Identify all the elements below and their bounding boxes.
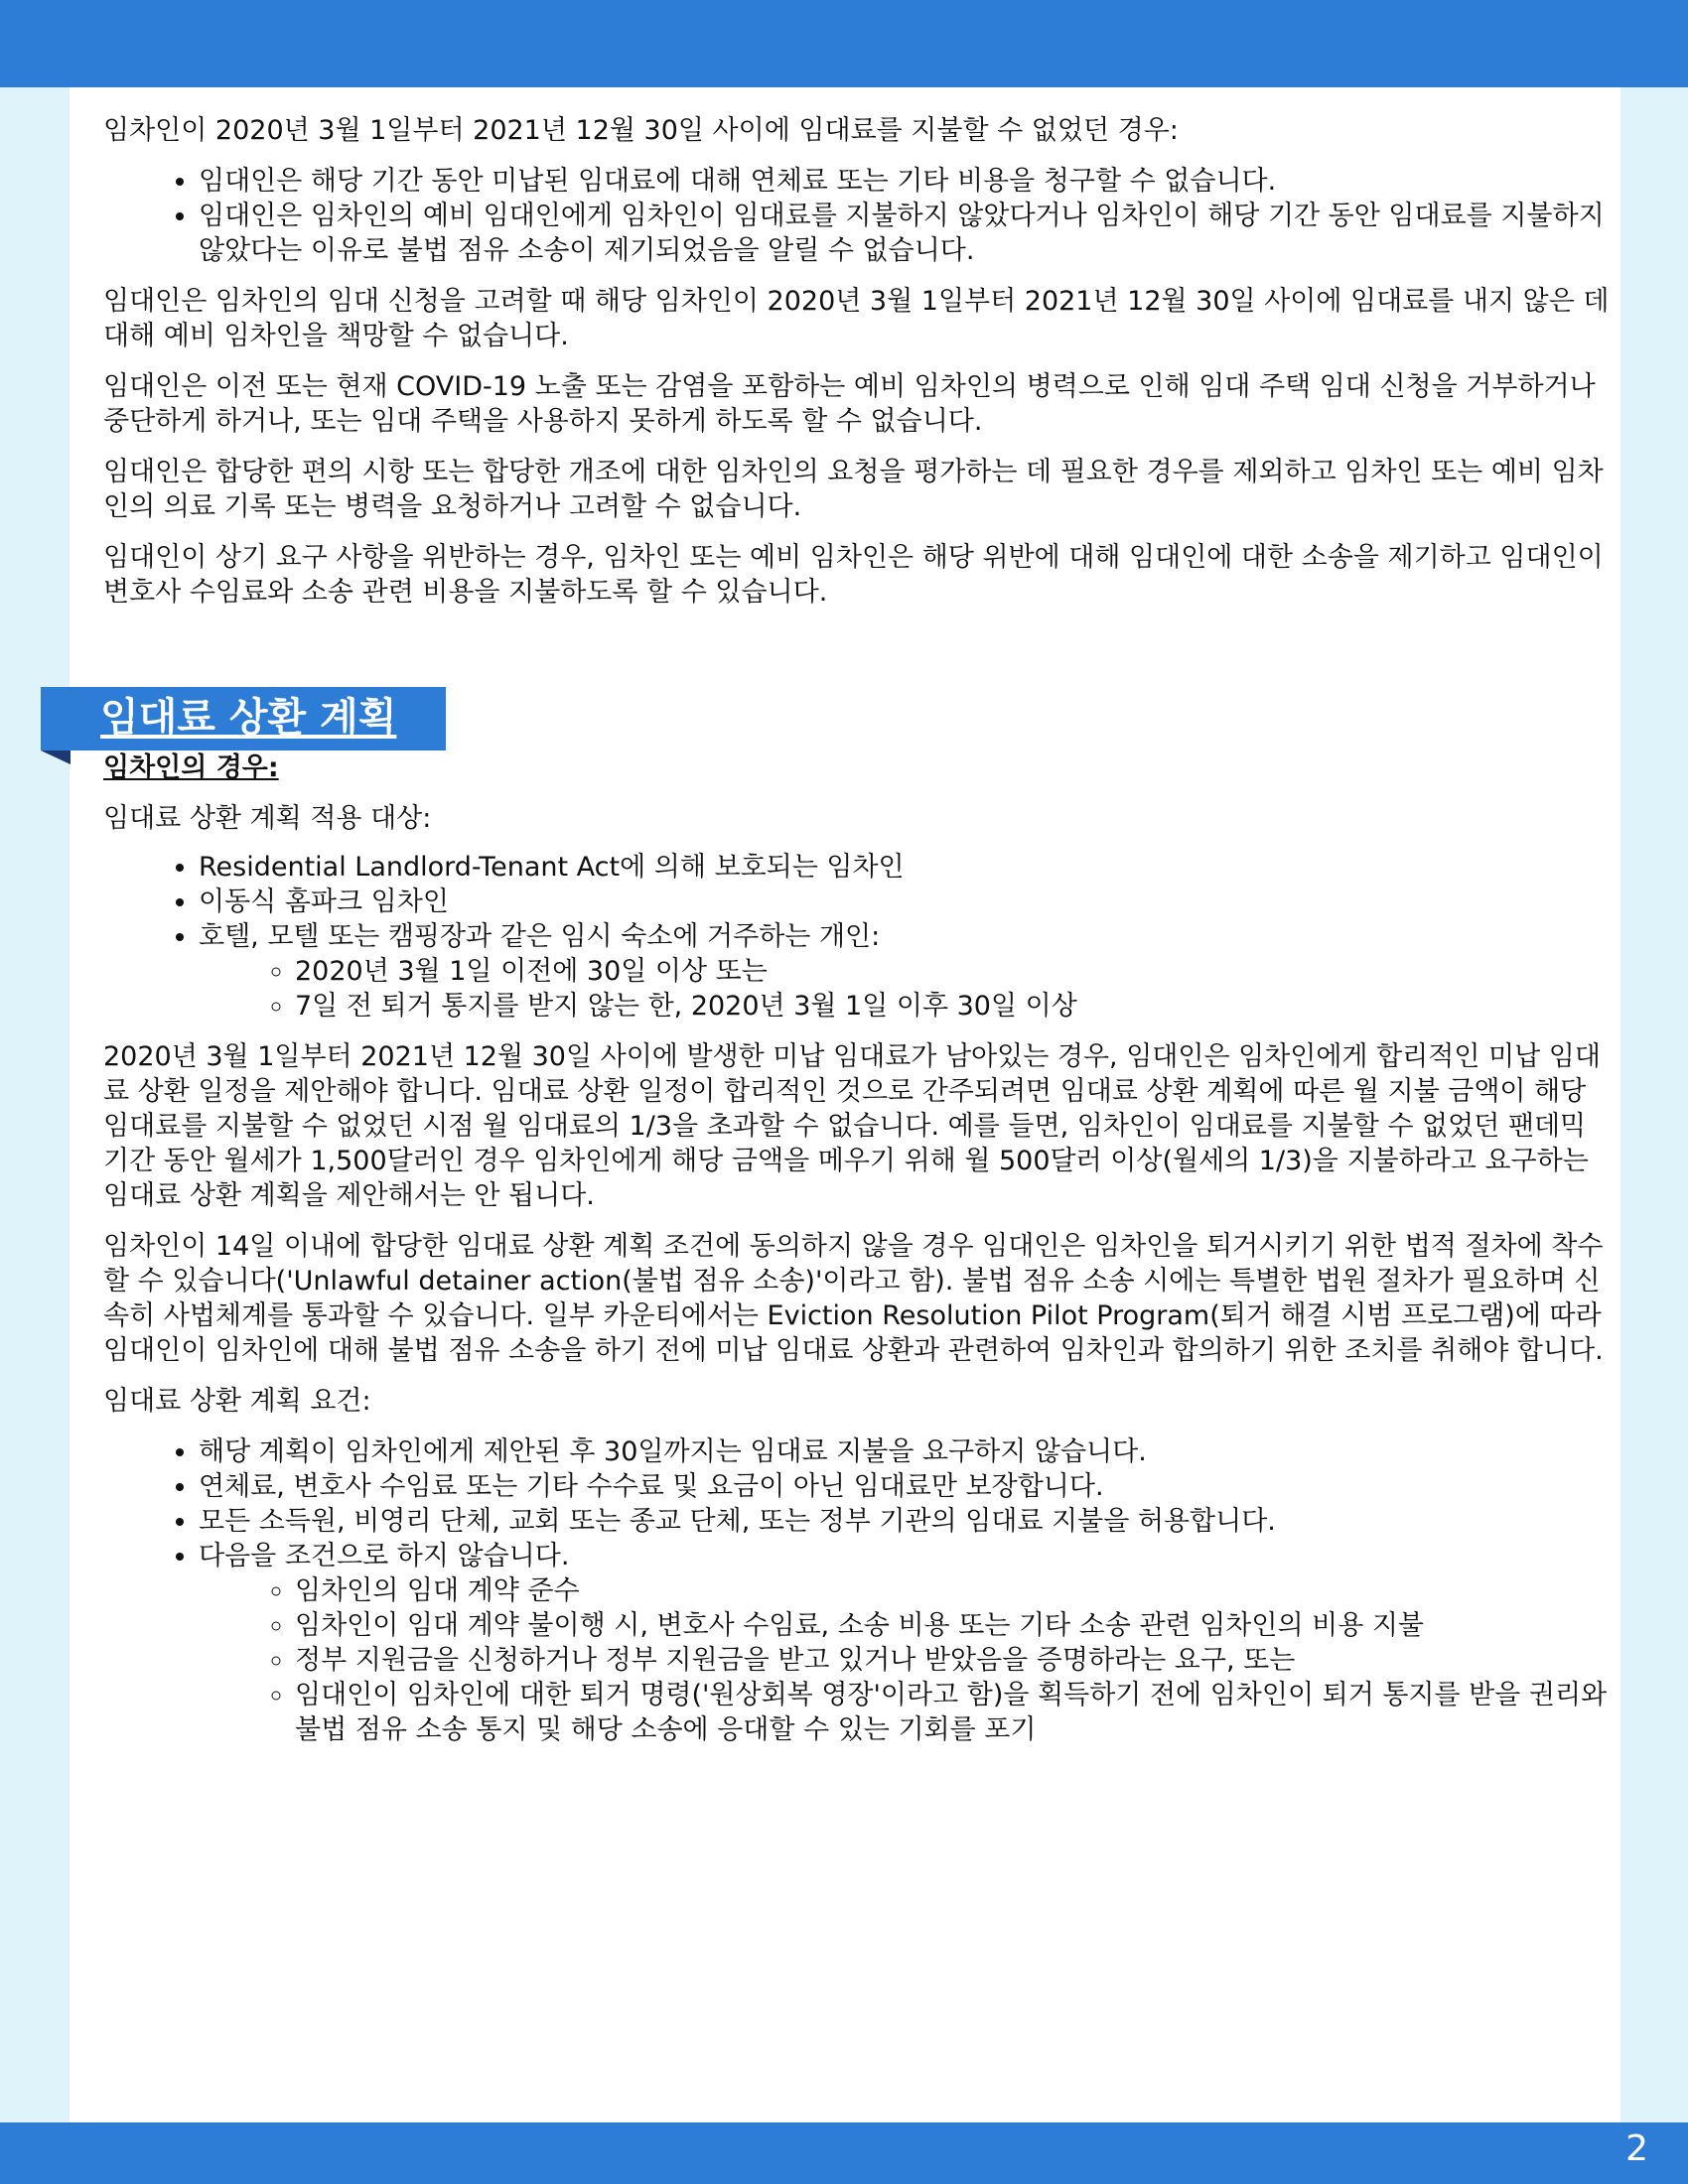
list-item: • Residential Landlord-Tenant Act에 의해 보호되는 임차인: [199, 850, 1613, 885]
section-title: 임대료 상환 계획: [100, 695, 397, 741]
eligibility-list: [103, 850, 1613, 1024]
list-item: • 임대인은 해당 기간 동안 미납된 임대료에 대해 연체료 또는 기타 비용을 청구할 수 없습니다.: [199, 164, 1613, 199]
footer-bar: [0, 2122, 1688, 2184]
sub-list-item: ◦ 임대인이 임차인에 대한 퇴거 명령('원상회복 영장'이라고 함)을 획득하기 전에 임차인이 퇴거 통지를 받을 권리와 불법 점유 소송 통지 및 해당 소송에 응대할 수 있는 기회를 포기: [295, 1678, 1613, 1747]
intro-bullet-list: [103, 164, 1613, 268]
left-margin-stripe: [0, 87, 70, 2122]
list-item-text: 호텔, 모텔 또는 캠핑장과 같은 임시 숙소에 거주하는 개인:: [199, 921, 881, 952]
page-number: 2: [1625, 2128, 1648, 2169]
list-item-text: 다음을 조건으로 하지 않습니다.: [199, 1541, 570, 1571]
repayment-plan-section: [100, 687, 1613, 1747]
paragraph: 2020년 3월 1일부터 2021년 12월 30일 사이에 발생한 미납 임대료가 남아있는 경우, 임대인은 임차인에게 합리적인 미납 임대료 상환 일정을 제안해야 합니다. 임대료 상환 일정이 합리적인 것으로 간주되려면 임대료 상환 계획에 따른 월 지불 금액이 해당 임대료를 지불할 수 없었던 시점 월 임대료의 1/3을 초과할 수 없습니다. 예를 들면, 임차인이 임대료를 지불할 수 없었던 팬데믹 기간 동안 월세가 1,500달러인 경우 임차인에게 해당 금액을 메우기 위해 월 500달러 이상(월세의 1/3)을 지불하라고 요구하는 임대료 상환 계획을 제안해서는 안 됩니다.: [103, 1041, 1601, 1211]
list-item: • 해당 계획이 임차인에게 제안된 후 30일까지는 임대료 지불을 요구하지 않습니다.: [199, 1434, 1613, 1469]
paragraph: 임대인은 임차인의 임대 신청을 고려할 때 해당 임차인이 2020년 3월 1일부터 2021년 12월 30일 사이에 임대료를 내지 않은 데 대해 예비 임차인을 책망할 수 없습니다.: [103, 286, 1610, 351]
requirements-lead: 임대료 상환 계획 요건:: [103, 1386, 371, 1417]
paragraph: 임대인은 합당한 편의 시항 또는 합당한 개조에 대한 임차인의 요청을 평가하는 데 필요한 경우를 제외하고 임차인 또는 예비 임차인의 의료 기록 또는 병력을 요청하거나 고려할 수 없습니다.: [103, 457, 1604, 522]
paragraph: 임대인이 상기 요구 사항을 위반하는 경우, 임차인 또는 예비 임차인은 해당 위반에 대해 임대인에 대한 소송을 제기하고 임대인이 변호사 수임료와 소송 관련 비용을 지불하도록 할 수 있습니다.: [103, 542, 1604, 608]
list-item: • 임대인은 임차인의 예비 임대인에게 임차인이 임대료를 지불하지 않았다거나 임차인이 해당 기간 동안 임대료를 지불하지 않았다는 이유로 불법 점유 소송이 제기되었음을 알릴 수 없습니다.: [199, 199, 1613, 268]
list-item: • 이동식 홈파크 임차인: [199, 885, 1613, 919]
sub-list-item: ◦ 7일 전 퇴거 통지를 받지 않는 한, 2020년 3월 1일 이후 30일 이상: [295, 989, 1613, 1024]
list-item: • 연체료, 변호사 수임료 또는 기타 수수료 및 요금이 아닌 임대료만 보장합니다.: [199, 1469, 1613, 1504]
eligibility-lead: 임대료 상환 계획 적용 대상:: [103, 803, 432, 834]
tenant-subheading: 임차인의 경우:: [103, 752, 279, 783]
header-bar: [0, 0, 1688, 87]
list-item: [199, 919, 1613, 1024]
section-title-banner: [41, 687, 446, 751]
paragraph: 임차인이 14일 이내에 합당한 임대료 상환 계획 조건에 동의하지 않을 경우 임대인은 임차인을 퇴거시키기 위한 법적 절차에 착수할 수 있습니다('Unlawful detainer action(불법 점유 소송)'이라고 함). 불법 점유 소송 시에는 특별한 법원 절차가 필요하며 신속히 사법체계를 통과할 수 있습니다. 일부 카운티에서는 Eviction Resolution Pilot Program(퇴거 해결 시범 프로그램)에 따라 임대인이 임차인에 대해 불법 점유 소송을 하기 전에 미납 임대료 상환과 관련하여 임차인과 합의하기 위한 조치를 취해야 합니다.: [103, 1231, 1604, 1366]
page-content: [100, 113, 1613, 1763]
requirements-list: [103, 1434, 1613, 1747]
sub-list-item: ◦ 2020년 3월 1일 이전에 30일 이상 또는: [295, 954, 1613, 989]
banner-fold-decoration: [41, 751, 70, 764]
sub-list-item: ◦ 정부 지원금을 신청하거나 정부 지원금을 받고 있거나 받았음을 증명하라는 요구, 또는: [295, 1643, 1613, 1678]
sub-list-item: ◦ 임차인이 임대 계약 불이행 시, 변호사 수임료, 소송 비용 또는 기타 소송 관련 임차인의 비용 지불: [295, 1608, 1613, 1643]
list-item: [199, 1539, 1613, 1747]
requirements-sub-list: [199, 1573, 1613, 1747]
list-item: • 모든 소득원, 비영리 단체, 교회 또는 종교 단체, 또는 정부 기관의 임대료 지불을 허용합니다.: [199, 1504, 1613, 1539]
sub-list-item: ◦ 임차인의 임대 계약 준수: [295, 1573, 1613, 1608]
intro-lead: 임차인이 2020년 3월 1일부터 2021년 12월 30일 사이에 임대료를 지불할 수 없었던 경우:: [103, 115, 1179, 146]
eligibility-sub-list: [199, 954, 1613, 1024]
paragraph: 임대인은 이전 또는 현재 COVID-19 노출 또는 감염을 포함하는 예비 임차인의 병력으로 인해 임대 주택 임대 신청을 거부하거나 중단하게 하거나, 또는 임대 주택을 사용하지 못하게 하도록 할 수 없습니다.: [103, 371, 1596, 437]
right-margin-stripe: [1620, 87, 1688, 2122]
